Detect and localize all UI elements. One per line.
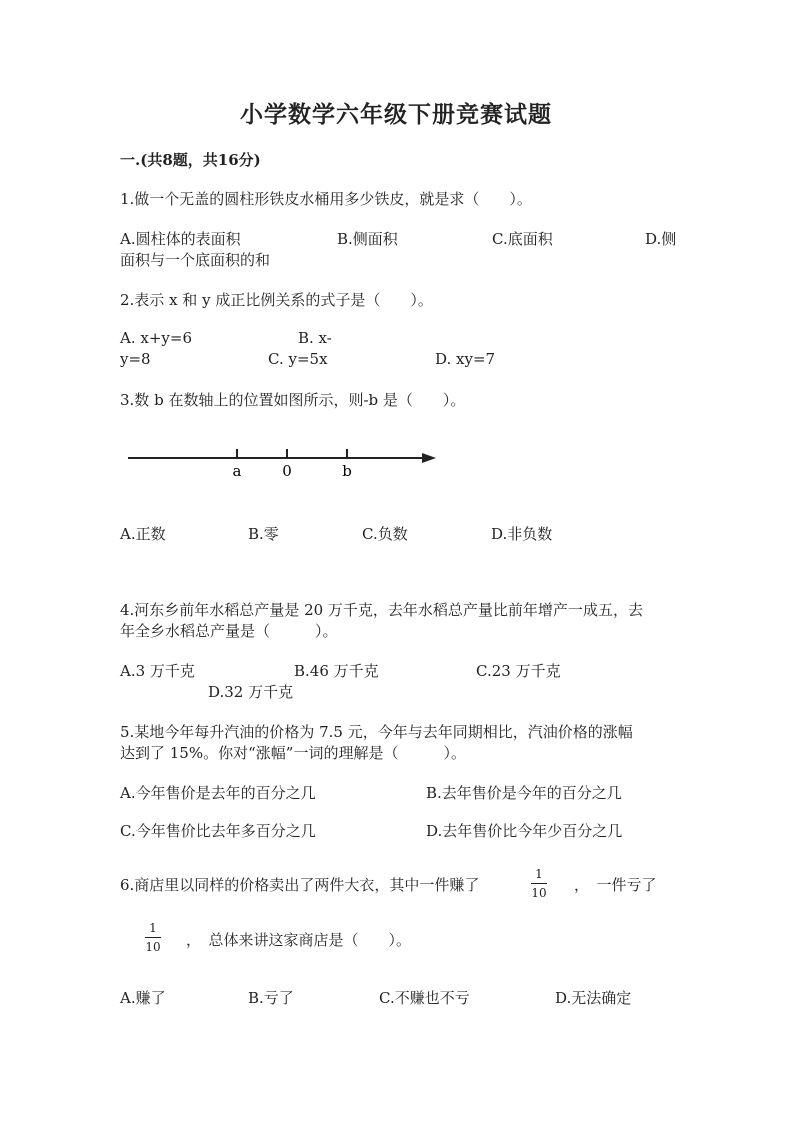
question-1-option-d-continued: 面积与一个底面积的和 xyxy=(120,251,271,269)
fraction-bar xyxy=(145,937,161,938)
question-2-option-d[interactable]: D. xy=7 xyxy=(435,350,496,368)
fraction-numerator: 1 xyxy=(535,867,543,881)
question-3-option-c[interactable]: C.负数 xyxy=(362,525,408,543)
question-3-option-b[interactable]: B.零 xyxy=(248,525,279,543)
page-title: 小学数学六年级下册竞赛试题 xyxy=(240,101,552,128)
axis-label-0: 0 xyxy=(282,462,292,480)
question-1-option-b[interactable]: B.侧面积 xyxy=(337,230,398,248)
question-5-option-d[interactable]: D.去年售价比今年少百分之几 xyxy=(426,822,623,840)
axis-label-b: b xyxy=(342,462,352,480)
question-6-option-d[interactable]: D.无法确定 xyxy=(555,989,632,1007)
question-4-text-line-1: 4.河东乡前年水稻总产量是 20 万千克，去年水稻总产量比前年增产一成五，去 xyxy=(120,601,643,619)
fraction-denominator: 10 xyxy=(145,940,161,954)
question-6-option-b[interactable]: B.亏了 xyxy=(248,989,294,1007)
question-2-option-c[interactable]: C. y=5x xyxy=(268,350,328,368)
question-2-option-a[interactable]: A. x+y=6 xyxy=(120,329,192,347)
question-3-text: 3.数 b 在数轴上的位置如图所示，则-b 是（ ）。 xyxy=(120,391,466,409)
question-4-text-line-2: 年全乡水稻总产量是（ ）。 xyxy=(120,622,338,640)
question-1-option-d[interactable]: D.侧 xyxy=(645,230,677,248)
question-1-option-a[interactable]: A.圆柱体的表面积 xyxy=(120,230,241,248)
number-line-figure xyxy=(120,440,450,485)
question-4-option-c[interactable]: C.23 万千克 xyxy=(476,662,561,680)
question-5-option-b[interactable]: B.去年售价是今年的百分之几 xyxy=(426,784,622,802)
question-6-option-a[interactable]: A.赚了 xyxy=(120,989,166,1007)
axis-label-a: a xyxy=(232,462,242,480)
fraction-one-tenth-2 xyxy=(145,921,161,954)
question-2-text: 2.表示 x 和 y 成正比例关系的式子是（ ）。 xyxy=(120,291,433,309)
question-4-option-b[interactable]: B.46 万千克 xyxy=(294,662,379,680)
question-1-text: 1.做一个无盖的圆柱形铁皮水桶用多少铁皮，就是求（ ）。 xyxy=(120,190,532,208)
question-1-option-c[interactable]: C.底面积 xyxy=(492,230,553,248)
question-3-option-d[interactable]: D.非负数 xyxy=(491,525,553,543)
question-2-option-b[interactable]: B. x- xyxy=(298,329,332,347)
question-6-text-part-2: ， 一件亏了 xyxy=(574,876,657,894)
question-4-option-d[interactable]: D.32 万千克 xyxy=(208,683,294,701)
question-6-option-c[interactable]: C.不赚也不亏 xyxy=(379,989,470,1007)
question-5-text-line-2: 达到了 15%。你对“涨幅”一词的理解是（ ）。 xyxy=(120,744,466,762)
section-heading: 一.(共8题，共16分) xyxy=(120,151,261,169)
fraction-bar xyxy=(531,883,547,884)
question-6-text-part-3: ， 总体来讲这家商店是（ ）。 xyxy=(186,931,412,949)
question-4-option-a[interactable]: A.3 万千克 xyxy=(120,662,195,680)
question-3-option-a[interactable]: A.正数 xyxy=(120,525,166,543)
number-line-arrow xyxy=(422,453,436,463)
question-5-option-a[interactable]: A.今年售价是去年的百分之几 xyxy=(120,784,316,802)
fraction-numerator: 1 xyxy=(149,921,157,935)
question-5-text-line-1: 5.某地今年每升汽油的价格为 7.5 元，今年与去年同期相比，汽油价格的涨幅 xyxy=(120,723,633,741)
question-2-option-b-continued: y=8 xyxy=(120,350,151,368)
fraction-denominator: 10 xyxy=(531,886,547,900)
question-6-text-part-1: 6.商店里以同样的价格卖出了两件大衣，其中一件赚了 xyxy=(120,876,480,894)
question-5-option-c[interactable]: C.今年售价比去年多百分之几 xyxy=(120,822,316,840)
fraction-one-tenth xyxy=(531,867,547,900)
